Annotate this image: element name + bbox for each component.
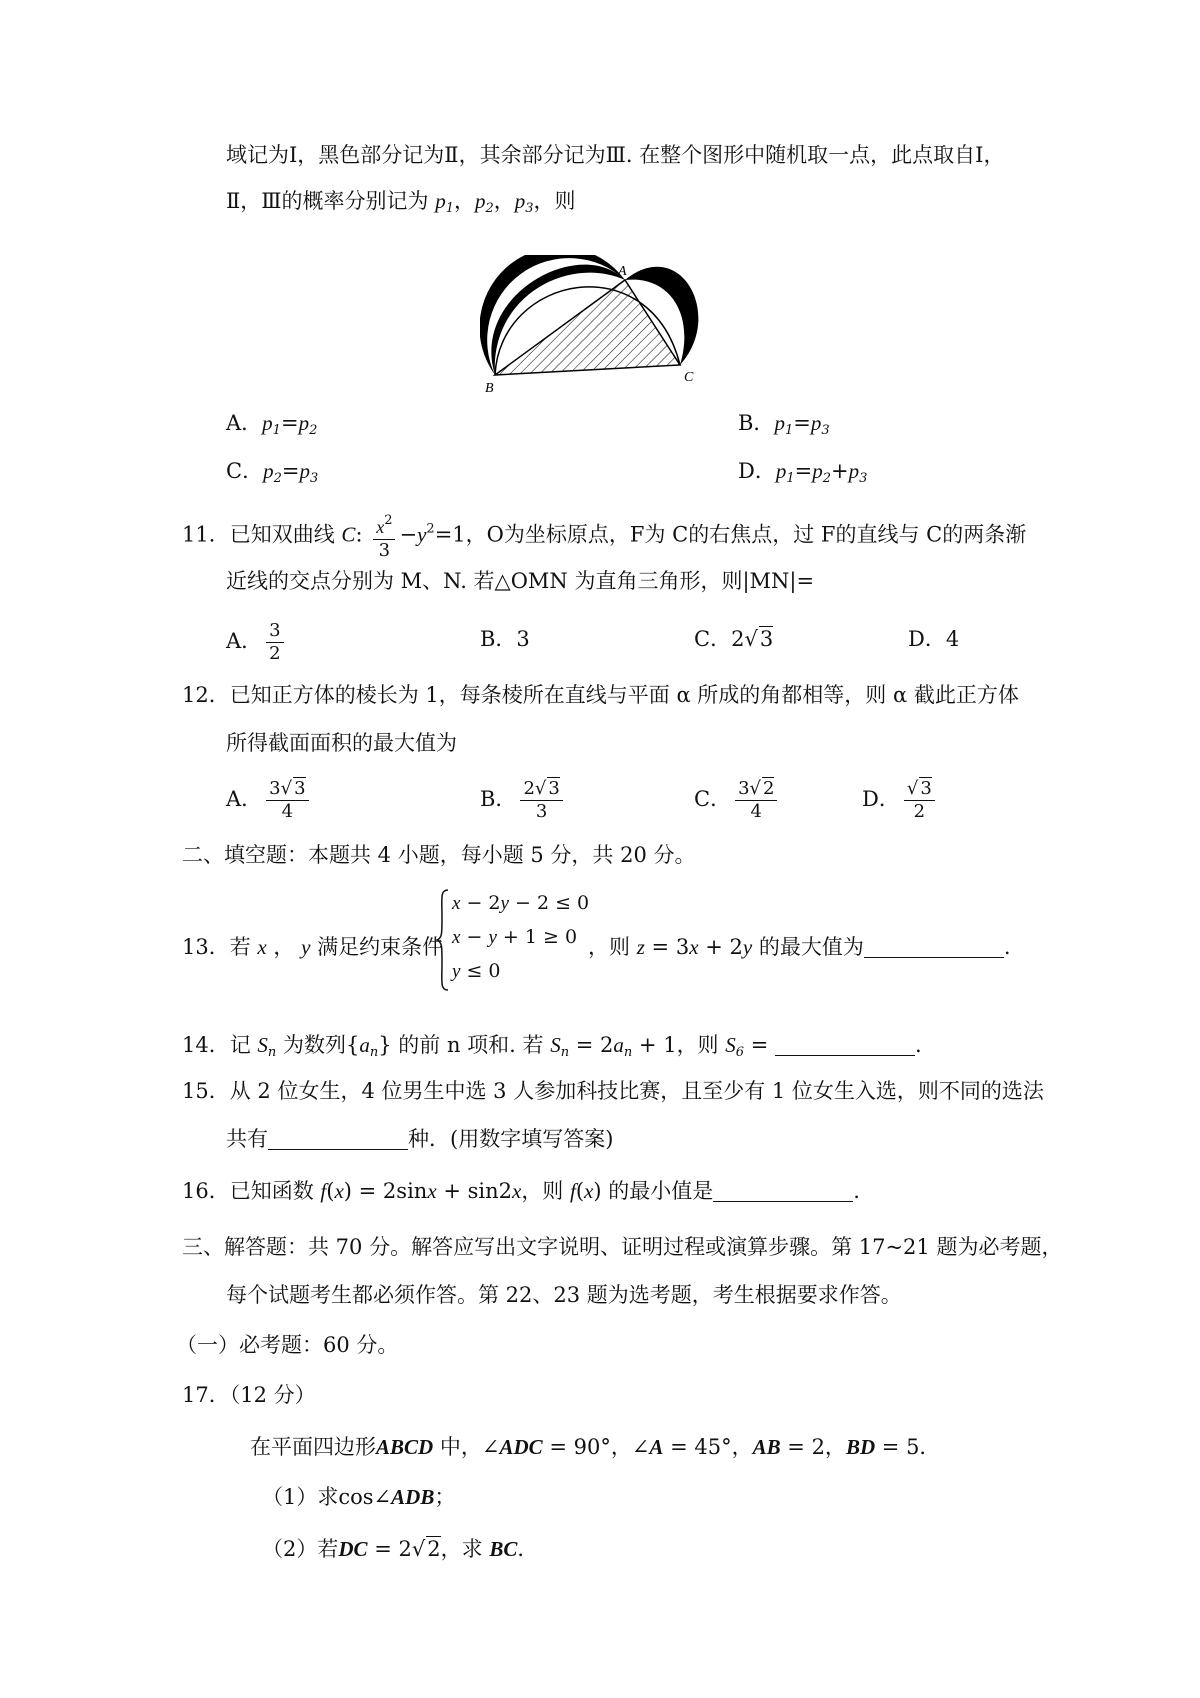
section-3-line1: 三、解答题：共 70 分。解答应写出文字说明、证明过程或演算步骤。第 17~21 题为必考题， (182, 1235, 1063, 1259)
q13-constraint-1: x − 2y − 2 ≤ 0 (452, 892, 590, 914)
section-3-line2: 每个试题考生都必须作答。第 22、23 题为选考题，考生根据要求作答。 (226, 1283, 902, 1307)
q13-constraint-3: y ≤ 0 (452, 960, 501, 982)
q11-line2: 近线的交点分别为 M、N. 若△OMN 为直角三角形，则|MN|= (226, 569, 815, 593)
q13-answer-blank[interactable] (864, 935, 1004, 958)
q17-stem: 在平面四边形ABCD 中，∠ADC = 90°，∠A = 45°，AB = 2，BD = 5． (250, 1435, 941, 1459)
q11-option-b: B．3 (480, 627, 530, 651)
q10-figure (480, 255, 730, 395)
q17-part-1: （1）求cos∠ADB； (262, 1485, 456, 1509)
q12-option-a: A． $\frac{3√ 3}{4}$ (226, 778, 313, 823)
q14-answer-blank[interactable] (775, 1033, 915, 1056)
q13-tail: ，则 z = 3x + 2y 的最大值为 . (588, 935, 1011, 959)
q11-option-d: D．4 (908, 627, 960, 651)
q10-option-d: D．$p_1=p_2+p_3$ (738, 459, 868, 486)
part-1-title: （一）必考题：60 分。 (176, 1333, 399, 1357)
q12-option-c: C． $\frac{3√ 2}{4}$ (694, 778, 781, 823)
q15-line1: 15．从 2 位女生，4 位男生中选 3 人参加科技比赛，且至少有 1 位女生入选，则不同的选法 (182, 1079, 1044, 1103)
q11-option-a: A． $\frac{3}{2}$ (226, 620, 288, 665)
label-a: A (618, 264, 627, 279)
q17-header: 17．（12 分） (182, 1383, 316, 1407)
q15-line2: 共有 种．(用数字填写答案) (226, 1127, 614, 1151)
q10-option-a: A．$p_1=p_2$ (226, 411, 318, 438)
q13-brace (436, 888, 450, 992)
q13-constraint-2: x − y + 1 ≥ 0 (452, 926, 578, 948)
section-2-title: 二、填空题：本题共 4 小题，每小题 5 分，共 20 分。 (182, 843, 696, 867)
q10-line1: 域记为Ⅰ，黑色部分记为Ⅱ，其余部分记为Ⅲ. 在整个图形中随机取一点，此点取自Ⅰ， (226, 143, 1005, 167)
q13: 13．若 x ， y 满足约束条件 (182, 935, 444, 959)
q11-option-c: C．2√3 (694, 627, 774, 651)
q16: 16．已知函数 f(x) = 2sinx + sin2x，则 f(x) 的最小值是 . (182, 1179, 860, 1203)
q10-option-b: B．$p_1=p_3$ (738, 411, 830, 438)
q12-option-b: B． $\frac{2√ 3}{3}$ (480, 778, 567, 823)
q15-answer-blank[interactable] (268, 1127, 408, 1150)
q10-line2: Ⅱ，Ⅲ的概率分别记为 $p_1$，$p_2$，$p_3$，则 (226, 189, 576, 216)
q14: 14．记 $S_n$ 为数列$\{a_n\}$ 的前 n 项和. 若 $S_n = 2a_n + 1$，则 $S_6$ = . (182, 1033, 922, 1060)
label-b: B (485, 381, 494, 395)
label-c: C (684, 370, 694, 385)
q12-option-d: D． $\frac{√ 3}{2}$ (862, 778, 939, 823)
q11-line1: 11．已知双曲线 C: $\frac{x^2}{3}$ $-y^2=1$，O为坐标原点，F为 C的右焦点，过 F的直线与 C的两条渐 (182, 510, 1026, 562)
q12-line2: 所得截面面积的最大值为 (226, 731, 457, 755)
q17-part-2: （2）若DC = 2√2，求 BC． (262, 1537, 539, 1561)
q10-option-c: C．$p_2=p_3$ (226, 459, 319, 486)
q16-answer-blank[interactable] (713, 1179, 853, 1202)
q12-line1: 12．已知正方体的棱长为 1，每条棱所在直线与平面 α 所成的角都相等，则 α 截此正方体 (182, 683, 1019, 707)
